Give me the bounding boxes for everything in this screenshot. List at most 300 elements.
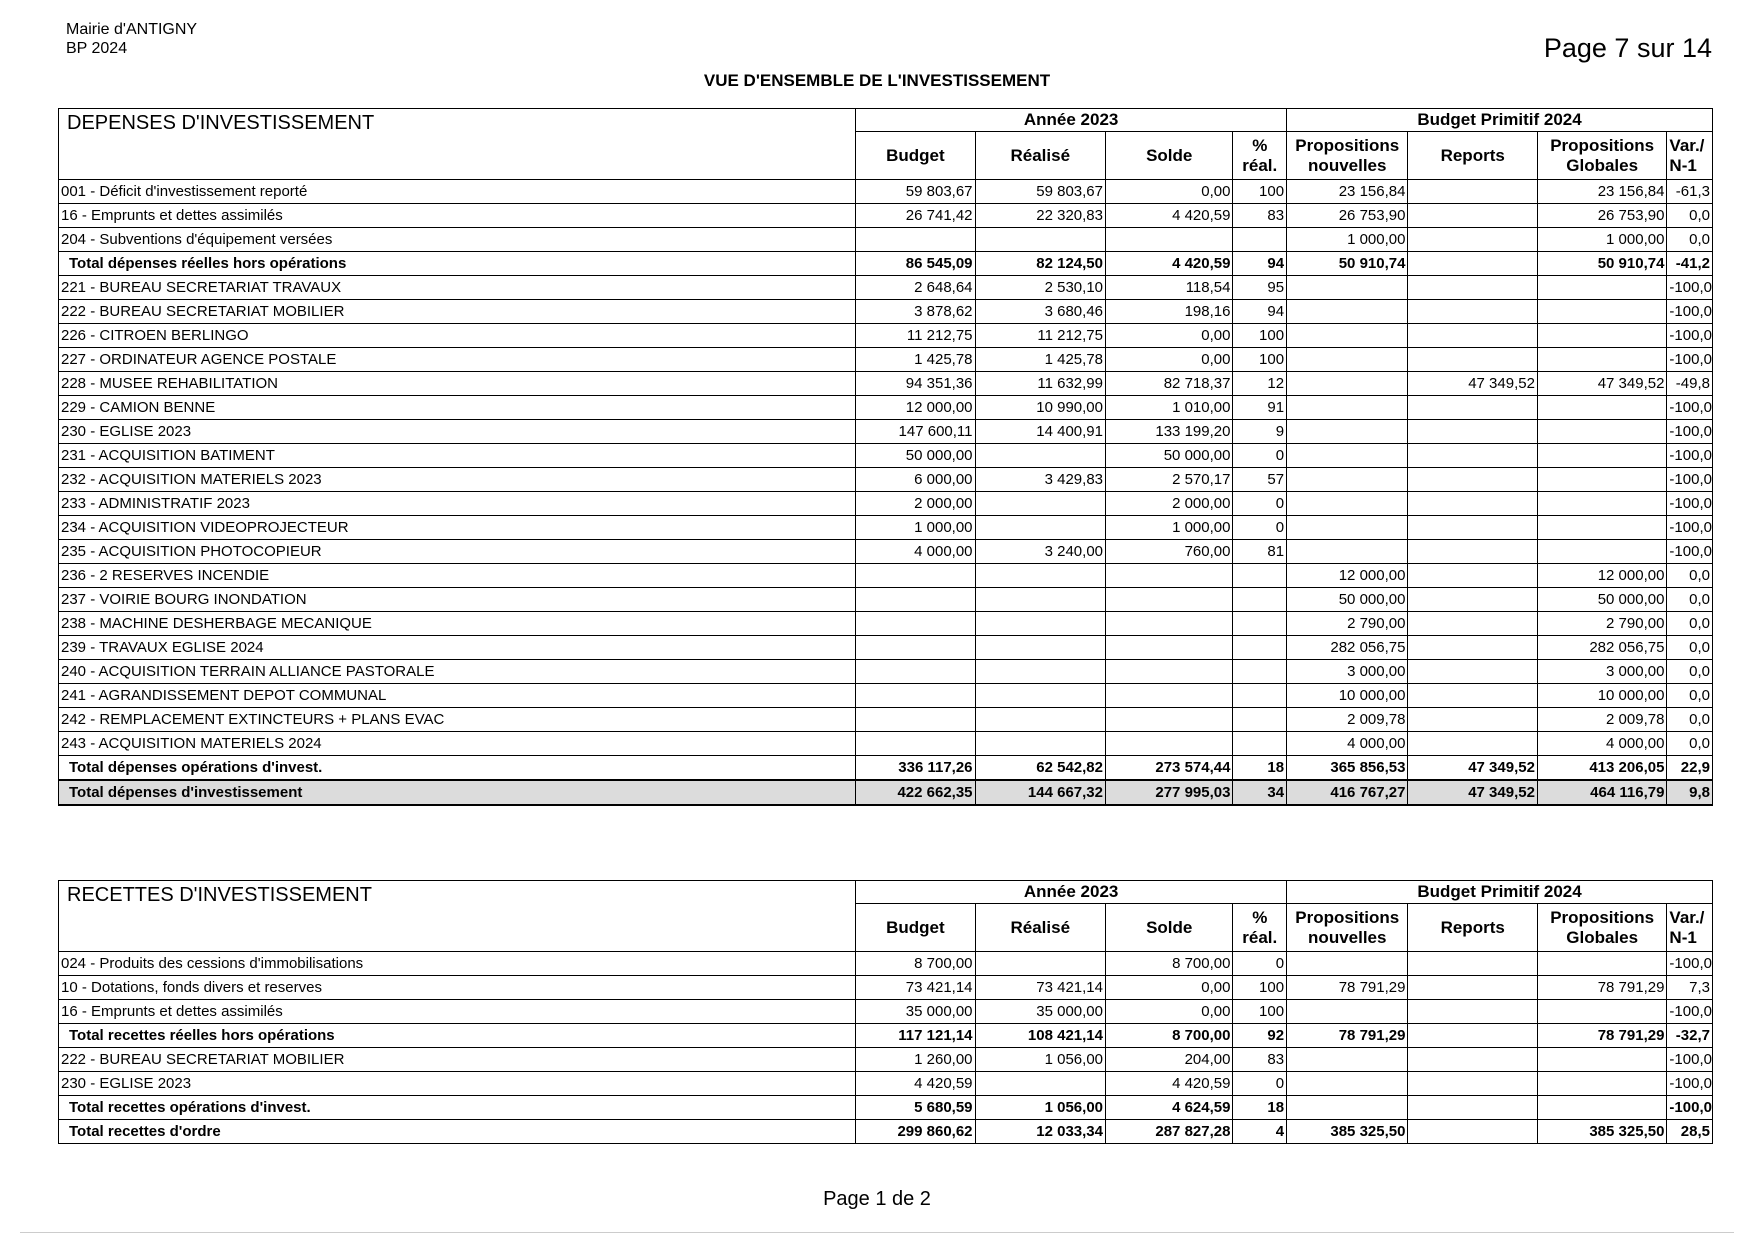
cell-budget: 336 117,26 bbox=[856, 756, 975, 781]
cell-budget: 73 421,14 bbox=[856, 976, 975, 1000]
cell-prop-nouv bbox=[1287, 1048, 1408, 1072]
cell-pct: 12 bbox=[1233, 372, 1287, 396]
cell-solde: 4 420,59 bbox=[1106, 204, 1233, 228]
cell-prop-nouv bbox=[1287, 952, 1408, 976]
cell-var: -100,0 bbox=[1667, 516, 1713, 540]
cell-var: -100,0 bbox=[1667, 348, 1713, 372]
cell-prop-nouv bbox=[1287, 324, 1408, 348]
cell-var: -100,0 bbox=[1667, 324, 1713, 348]
table-row bbox=[59, 516, 1713, 540]
cell-var: 0,0 bbox=[1667, 204, 1713, 228]
cell-label: 232 - ACQUISITION MATERIELS 2023 bbox=[59, 468, 856, 492]
total-row bbox=[59, 252, 1713, 276]
cell-reports bbox=[1408, 276, 1537, 300]
cell-prop-nouv bbox=[1287, 468, 1408, 492]
cell-prop-nouv: 416 767,27 bbox=[1287, 780, 1408, 805]
cell-pct bbox=[1233, 732, 1287, 756]
table-row bbox=[59, 540, 1713, 564]
cell-pct: 0 bbox=[1233, 492, 1287, 516]
cell-budget bbox=[856, 708, 975, 732]
cell-pct bbox=[1233, 684, 1287, 708]
cell-reports bbox=[1408, 444, 1537, 468]
cell-var: 0,0 bbox=[1667, 612, 1713, 636]
cell-var: -100,0 bbox=[1667, 952, 1713, 976]
cell-pct: 0 bbox=[1233, 952, 1287, 976]
table-row bbox=[59, 348, 1713, 372]
cell-prop-glob: 50 000,00 bbox=[1537, 588, 1666, 612]
cell-realise: 12 033,34 bbox=[975, 1120, 1105, 1144]
cell-var: 0,0 bbox=[1667, 636, 1713, 660]
cell-prop-nouv bbox=[1287, 516, 1408, 540]
cell-label: 242 - REMPLACEMENT EXTINCTEURS + PLANS EVAC bbox=[59, 708, 856, 732]
cell-solde: 1 000,00 bbox=[1106, 516, 1233, 540]
cell-prop-glob bbox=[1537, 1048, 1666, 1072]
cell-realise bbox=[975, 636, 1105, 660]
cell-budget bbox=[856, 588, 975, 612]
cell-label: 221 - BUREAU SECRETARIAT TRAVAUX bbox=[59, 276, 856, 300]
cell-prop-nouv: 12 000,00 bbox=[1287, 564, 1408, 588]
cell-pct: 94 bbox=[1233, 252, 1287, 276]
cell-label: Total recettes d'ordre bbox=[59, 1120, 856, 1144]
cell-prop-nouv bbox=[1287, 420, 1408, 444]
col-budget: Budget bbox=[856, 132, 975, 180]
cell-budget: 3 878,62 bbox=[856, 300, 975, 324]
cell-prop-glob: 47 349,52 bbox=[1537, 372, 1666, 396]
cell-solde: 760,00 bbox=[1106, 540, 1233, 564]
cell-prop-glob bbox=[1537, 1072, 1666, 1096]
page-title: VUE D'ENSEMBLE DE L'INVESTISSEMENT bbox=[703, 71, 1051, 90]
cell-solde: 133 199,20 bbox=[1106, 420, 1233, 444]
cell-reports bbox=[1408, 396, 1537, 420]
cell-prop-nouv bbox=[1287, 1096, 1408, 1120]
cell-var: 0,0 bbox=[1667, 588, 1713, 612]
cell-var: -100,0 bbox=[1667, 540, 1713, 564]
cell-pct: 34 bbox=[1233, 780, 1287, 805]
cell-var: 0,0 bbox=[1667, 564, 1713, 588]
cell-prop-nouv bbox=[1287, 348, 1408, 372]
organisation-name: Mairie d'ANTIGNY bbox=[66, 21, 198, 38]
cell-prop-glob bbox=[1537, 276, 1666, 300]
cell-reports bbox=[1408, 1024, 1537, 1048]
page-number: Page 7 sur 14 bbox=[1543, 33, 1712, 63]
cell-label: 16 - Emprunts et dettes assimilés bbox=[59, 204, 856, 228]
depenses-table bbox=[58, 108, 1713, 806]
cell-var: -100,0 bbox=[1667, 1096, 1713, 1120]
cell-reports bbox=[1408, 660, 1537, 684]
cell-prop-nouv: 78 791,29 bbox=[1287, 1024, 1408, 1048]
cell-solde: 50 000,00 bbox=[1106, 444, 1233, 468]
total-row bbox=[59, 756, 1713, 781]
cell-realise: 82 124,50 bbox=[975, 252, 1105, 276]
col-var: Var./ N-1 bbox=[1667, 904, 1713, 952]
cell-solde: 287 827,28 bbox=[1106, 1120, 1233, 1144]
cell-reports bbox=[1408, 1072, 1537, 1096]
cell-solde bbox=[1106, 228, 1233, 252]
cell-prop-nouv bbox=[1287, 1000, 1408, 1024]
cell-reports bbox=[1408, 1120, 1537, 1144]
cell-reports bbox=[1408, 468, 1537, 492]
cell-var: -100,0 bbox=[1667, 1048, 1713, 1072]
cell-budget: 4 420,59 bbox=[856, 1072, 975, 1096]
cell-budget: 1 425,78 bbox=[856, 348, 975, 372]
cell-realise bbox=[975, 1072, 1105, 1096]
table-row bbox=[59, 1048, 1713, 1072]
table-row bbox=[59, 1072, 1713, 1096]
col-prop-nouv: Propositions nouvelles bbox=[1287, 904, 1408, 952]
cell-label: Total dépenses réelles hors opérations bbox=[59, 252, 856, 276]
recettes-group-2024: Budget Primitif 2024 bbox=[1287, 881, 1713, 904]
cell-realise bbox=[975, 952, 1105, 976]
cell-budget: 147 600,11 bbox=[856, 420, 975, 444]
cell-pct bbox=[1233, 564, 1287, 588]
cell-prop-nouv bbox=[1287, 372, 1408, 396]
cell-realise: 1 056,00 bbox=[975, 1096, 1105, 1120]
table-row bbox=[59, 564, 1713, 588]
cell-label: 235 - ACQUISITION PHOTOCOPIEUR bbox=[59, 540, 856, 564]
cell-reports bbox=[1408, 732, 1537, 756]
grand-total-row bbox=[59, 780, 1713, 805]
cell-realise: 2 530,10 bbox=[975, 276, 1105, 300]
cell-prop-nouv: 50 910,74 bbox=[1287, 252, 1408, 276]
cell-prop-glob bbox=[1537, 492, 1666, 516]
cell-prop-glob bbox=[1537, 540, 1666, 564]
cell-realise: 10 990,00 bbox=[975, 396, 1105, 420]
cell-label: Total recettes opérations d'invest. bbox=[59, 1096, 856, 1120]
cell-budget bbox=[856, 660, 975, 684]
cell-prop-nouv: 26 753,90 bbox=[1287, 204, 1408, 228]
cell-label: 239 - TRAVAUX EGLISE 2024 bbox=[59, 636, 856, 660]
cell-realise bbox=[975, 564, 1105, 588]
cell-budget bbox=[856, 684, 975, 708]
cell-budget bbox=[856, 636, 975, 660]
col-prop-glob: Propositions Globales bbox=[1537, 904, 1666, 952]
col-reports: Reports bbox=[1408, 904, 1537, 952]
cell-solde bbox=[1106, 636, 1233, 660]
cell-label: 228 - MUSEE REHABILITATION bbox=[59, 372, 856, 396]
cell-reports bbox=[1408, 324, 1537, 348]
cell-label: 204 - Subventions d'équipement versées bbox=[59, 228, 856, 252]
cell-pct: 18 bbox=[1233, 756, 1287, 781]
cell-realise: 3 240,00 bbox=[975, 540, 1105, 564]
cell-realise: 73 421,14 bbox=[975, 976, 1105, 1000]
cell-budget bbox=[856, 228, 975, 252]
cell-pct bbox=[1233, 708, 1287, 732]
cell-prop-nouv: 50 000,00 bbox=[1287, 588, 1408, 612]
cell-prop-glob bbox=[1537, 324, 1666, 348]
cell-label: Total dépenses opérations d'invest. bbox=[59, 756, 856, 781]
cell-prop-nouv: 282 056,75 bbox=[1287, 636, 1408, 660]
table-row bbox=[59, 612, 1713, 636]
cell-budget: 117 121,14 bbox=[856, 1024, 975, 1048]
cell-prop-glob: 12 000,00 bbox=[1537, 564, 1666, 588]
cell-pct: 0 bbox=[1233, 444, 1287, 468]
cell-var: 0,0 bbox=[1667, 228, 1713, 252]
cell-pct: 91 bbox=[1233, 396, 1287, 420]
cell-solde: 0,00 bbox=[1106, 180, 1233, 204]
cell-var: -100,0 bbox=[1667, 468, 1713, 492]
cell-solde: 4 624,59 bbox=[1106, 1096, 1233, 1120]
cell-budget: 11 212,75 bbox=[856, 324, 975, 348]
cell-prop-nouv: 10 000,00 bbox=[1287, 684, 1408, 708]
cell-var: 7,3 bbox=[1667, 976, 1713, 1000]
cell-var: 0,0 bbox=[1667, 684, 1713, 708]
bottom-divider bbox=[20, 1232, 1734, 1233]
cell-solde: 2 000,00 bbox=[1106, 492, 1233, 516]
cell-reports bbox=[1408, 540, 1537, 564]
cell-pct: 94 bbox=[1233, 300, 1287, 324]
cell-var: 0,0 bbox=[1667, 660, 1713, 684]
cell-prop-glob: 26 753,90 bbox=[1537, 204, 1666, 228]
cell-label: 230 - EGLISE 2023 bbox=[59, 420, 856, 444]
total-row bbox=[59, 1024, 1713, 1048]
col-var: Var./ N-1 bbox=[1667, 132, 1713, 180]
cell-realise: 35 000,00 bbox=[975, 1000, 1105, 1024]
cell-label: 16 - Emprunts et dettes assimilés bbox=[59, 1000, 856, 1024]
cell-prop-nouv: 4 000,00 bbox=[1287, 732, 1408, 756]
cell-var: -100,0 bbox=[1667, 492, 1713, 516]
cell-var: -49,8 bbox=[1667, 372, 1713, 396]
cell-prop-glob bbox=[1537, 952, 1666, 976]
cell-realise bbox=[975, 444, 1105, 468]
cell-reports bbox=[1408, 952, 1537, 976]
cell-budget: 26 741,42 bbox=[856, 204, 975, 228]
cell-budget: 94 351,36 bbox=[856, 372, 975, 396]
total-row bbox=[59, 1120, 1713, 1144]
cell-prop-glob: 4 000,00 bbox=[1537, 732, 1666, 756]
cell-prop-nouv: 2 009,78 bbox=[1287, 708, 1408, 732]
cell-var: -100,0 bbox=[1667, 300, 1713, 324]
cell-prop-glob bbox=[1537, 1000, 1666, 1024]
cell-solde bbox=[1106, 612, 1233, 636]
cell-label: 238 - MACHINE DESHERBAGE MECANIQUE bbox=[59, 612, 856, 636]
cell-pct bbox=[1233, 588, 1287, 612]
cell-var: -100,0 bbox=[1667, 420, 1713, 444]
cell-reports: 47 349,52 bbox=[1408, 372, 1537, 396]
cell-prop-glob bbox=[1537, 396, 1666, 420]
depenses-section-title: DEPENSES D'INVESTISSEMENT bbox=[59, 109, 856, 180]
cell-prop-glob bbox=[1537, 468, 1666, 492]
cell-realise bbox=[975, 732, 1105, 756]
cell-solde: 4 420,59 bbox=[1106, 252, 1233, 276]
cell-prop-nouv bbox=[1287, 1072, 1408, 1096]
table-row bbox=[59, 976, 1713, 1000]
cell-realise: 62 542,82 bbox=[975, 756, 1105, 781]
cell-budget: 2 648,64 bbox=[856, 276, 975, 300]
cell-budget: 86 545,09 bbox=[856, 252, 975, 276]
cell-prop-glob bbox=[1537, 300, 1666, 324]
cell-label: 243 - ACQUISITION MATERIELS 2024 bbox=[59, 732, 856, 756]
cell-reports bbox=[1408, 516, 1537, 540]
cell-pct bbox=[1233, 612, 1287, 636]
cell-solde: 8 700,00 bbox=[1106, 1024, 1233, 1048]
cell-pct: 100 bbox=[1233, 1000, 1287, 1024]
cell-pct bbox=[1233, 636, 1287, 660]
cell-label: 226 - CITROEN BERLINGO bbox=[59, 324, 856, 348]
cell-budget: 6 000,00 bbox=[856, 468, 975, 492]
cell-realise: 22 320,83 bbox=[975, 204, 1105, 228]
cell-var: -100,0 bbox=[1667, 1072, 1713, 1096]
cell-pct bbox=[1233, 228, 1287, 252]
cell-reports bbox=[1408, 252, 1537, 276]
cell-realise: 14 400,91 bbox=[975, 420, 1105, 444]
table-row bbox=[59, 420, 1713, 444]
cell-reports bbox=[1408, 636, 1537, 660]
cell-budget bbox=[856, 732, 975, 756]
table-row bbox=[59, 372, 1713, 396]
cell-solde: 4 420,59 bbox=[1106, 1072, 1233, 1096]
cell-reports: 47 349,52 bbox=[1408, 756, 1537, 781]
cell-label: 222 - BUREAU SECRETARIAT MOBILIER bbox=[59, 300, 856, 324]
cell-prop-glob: 282 056,75 bbox=[1537, 636, 1666, 660]
cell-reports bbox=[1408, 228, 1537, 252]
cell-pct: 100 bbox=[1233, 324, 1287, 348]
budget-name: BP 2024 bbox=[66, 40, 128, 57]
cell-label: 10 - Dotations, fonds divers et reserves bbox=[59, 976, 856, 1000]
cell-budget: 4 000,00 bbox=[856, 540, 975, 564]
col-solde: Solde bbox=[1106, 904, 1233, 952]
table-row bbox=[59, 276, 1713, 300]
cell-reports bbox=[1408, 612, 1537, 636]
col-reports: Reports bbox=[1408, 132, 1537, 180]
cell-var: 9,8 bbox=[1667, 780, 1713, 805]
cell-label: 234 - ACQUISITION VIDEOPROJECTEUR bbox=[59, 516, 856, 540]
cell-var: -41,2 bbox=[1667, 252, 1713, 276]
cell-solde: 0,00 bbox=[1106, 348, 1233, 372]
cell-prop-nouv: 365 856,53 bbox=[1287, 756, 1408, 781]
cell-solde: 0,00 bbox=[1106, 1000, 1233, 1024]
cell-label: 024 - Produits des cessions d'immobilisations bbox=[59, 952, 856, 976]
cell-prop-glob: 464 116,79 bbox=[1537, 780, 1666, 805]
cell-var: 0,0 bbox=[1667, 732, 1713, 756]
cell-prop-nouv bbox=[1287, 396, 1408, 420]
cell-budget: 2 000,00 bbox=[856, 492, 975, 516]
cell-realise bbox=[975, 492, 1105, 516]
table-row bbox=[59, 684, 1713, 708]
col-pct: % réal. bbox=[1233, 904, 1287, 952]
cell-solde bbox=[1106, 732, 1233, 756]
cell-label: 241 - AGRANDISSEMENT DEPOT COMMUNAL bbox=[59, 684, 856, 708]
cell-solde: 198,16 bbox=[1106, 300, 1233, 324]
cell-solde: 273 574,44 bbox=[1106, 756, 1233, 781]
cell-pct bbox=[1233, 660, 1287, 684]
col-realise: Réalisé bbox=[975, 132, 1105, 180]
cell-pct: 0 bbox=[1233, 1072, 1287, 1096]
table-row bbox=[59, 396, 1713, 420]
cell-realise bbox=[975, 684, 1105, 708]
cell-var: 28,5 bbox=[1667, 1120, 1713, 1144]
cell-label: 222 - BUREAU SECRETARIAT MOBILIER bbox=[59, 1048, 856, 1072]
table-row bbox=[59, 708, 1713, 732]
table-row bbox=[59, 588, 1713, 612]
cell-realise bbox=[975, 660, 1105, 684]
cell-var: -61,3 bbox=[1667, 180, 1713, 204]
cell-pct: 18 bbox=[1233, 1096, 1287, 1120]
cell-budget: 12 000,00 bbox=[856, 396, 975, 420]
cell-label: 001 - Déficit d'investissement reporté bbox=[59, 180, 856, 204]
cell-reports bbox=[1408, 348, 1537, 372]
cell-solde: 82 718,37 bbox=[1106, 372, 1233, 396]
cell-prop-glob: 385 325,50 bbox=[1537, 1120, 1666, 1144]
cell-prop-nouv: 78 791,29 bbox=[1287, 976, 1408, 1000]
cell-label: 227 - ORDINATEUR AGENCE POSTALE bbox=[59, 348, 856, 372]
cell-realise: 1 425,78 bbox=[975, 348, 1105, 372]
col-pct: % réal. bbox=[1233, 132, 1287, 180]
cell-label: 236 - 2 RESERVES INCENDIE bbox=[59, 564, 856, 588]
cell-prop-nouv: 3 000,00 bbox=[1287, 660, 1408, 684]
cell-reports bbox=[1408, 708, 1537, 732]
cell-budget: 1 260,00 bbox=[856, 1048, 975, 1072]
cell-solde: 204,00 bbox=[1106, 1048, 1233, 1072]
cell-prop-glob bbox=[1537, 420, 1666, 444]
col-prop-nouv: Propositions nouvelles bbox=[1287, 132, 1408, 180]
cell-budget: 35 000,00 bbox=[856, 1000, 975, 1024]
cell-solde: 8 700,00 bbox=[1106, 952, 1233, 976]
cell-prop-nouv bbox=[1287, 540, 1408, 564]
cell-prop-nouv bbox=[1287, 300, 1408, 324]
cell-budget bbox=[856, 612, 975, 636]
cell-reports bbox=[1408, 180, 1537, 204]
cell-reports bbox=[1408, 204, 1537, 228]
cell-label: 230 - EGLISE 2023 bbox=[59, 1072, 856, 1096]
cell-realise: 3 680,46 bbox=[975, 300, 1105, 324]
cell-budget bbox=[856, 564, 975, 588]
cell-solde: 0,00 bbox=[1106, 324, 1233, 348]
cell-solde: 2 570,17 bbox=[1106, 468, 1233, 492]
table-row bbox=[59, 180, 1713, 204]
cell-budget: 8 700,00 bbox=[856, 952, 975, 976]
cell-prop-glob: 413 206,05 bbox=[1537, 756, 1666, 781]
cell-solde bbox=[1106, 660, 1233, 684]
cell-pct: 81 bbox=[1233, 540, 1287, 564]
cell-var: -100,0 bbox=[1667, 396, 1713, 420]
cell-prop-glob: 78 791,29 bbox=[1537, 1024, 1666, 1048]
cell-realise: 1 056,00 bbox=[975, 1048, 1105, 1072]
cell-pct: 83 bbox=[1233, 1048, 1287, 1072]
cell-var: -32,7 bbox=[1667, 1024, 1713, 1048]
cell-label: 240 - ACQUISITION TERRAIN ALLIANCE PASTORALE bbox=[59, 660, 856, 684]
table-row bbox=[59, 636, 1713, 660]
cell-prop-glob bbox=[1537, 1096, 1666, 1120]
cell-realise: 11 632,99 bbox=[975, 372, 1105, 396]
cell-reports bbox=[1408, 300, 1537, 324]
cell-budget: 50 000,00 bbox=[856, 444, 975, 468]
page-footer: Page 1 de 2 bbox=[823, 1188, 931, 1210]
cell-realise bbox=[975, 588, 1105, 612]
cell-solde: 118,54 bbox=[1106, 276, 1233, 300]
cell-budget: 299 860,62 bbox=[856, 1120, 975, 1144]
cell-prop-glob: 10 000,00 bbox=[1537, 684, 1666, 708]
cell-realise: 144 667,32 bbox=[975, 780, 1105, 805]
table-row bbox=[59, 468, 1713, 492]
recettes-table bbox=[58, 880, 1713, 1144]
cell-solde bbox=[1106, 588, 1233, 612]
cell-label: 233 - ADMINISTRATIF 2023 bbox=[59, 492, 856, 516]
cell-label: 229 - CAMION BENNE bbox=[59, 396, 856, 420]
cell-pct: 57 bbox=[1233, 468, 1287, 492]
cell-pct: 83 bbox=[1233, 204, 1287, 228]
table-row bbox=[59, 444, 1713, 468]
recettes-section-title: RECETTES D'INVESTISSEMENT bbox=[59, 881, 856, 952]
cell-pct: 4 bbox=[1233, 1120, 1287, 1144]
cell-prop-nouv bbox=[1287, 276, 1408, 300]
cell-realise bbox=[975, 228, 1105, 252]
cell-pct: 0 bbox=[1233, 516, 1287, 540]
cell-prop-nouv: 2 790,00 bbox=[1287, 612, 1408, 636]
table-row bbox=[59, 300, 1713, 324]
cell-realise: 59 803,67 bbox=[975, 180, 1105, 204]
total-row bbox=[59, 1096, 1713, 1120]
col-budget: Budget bbox=[856, 904, 975, 952]
